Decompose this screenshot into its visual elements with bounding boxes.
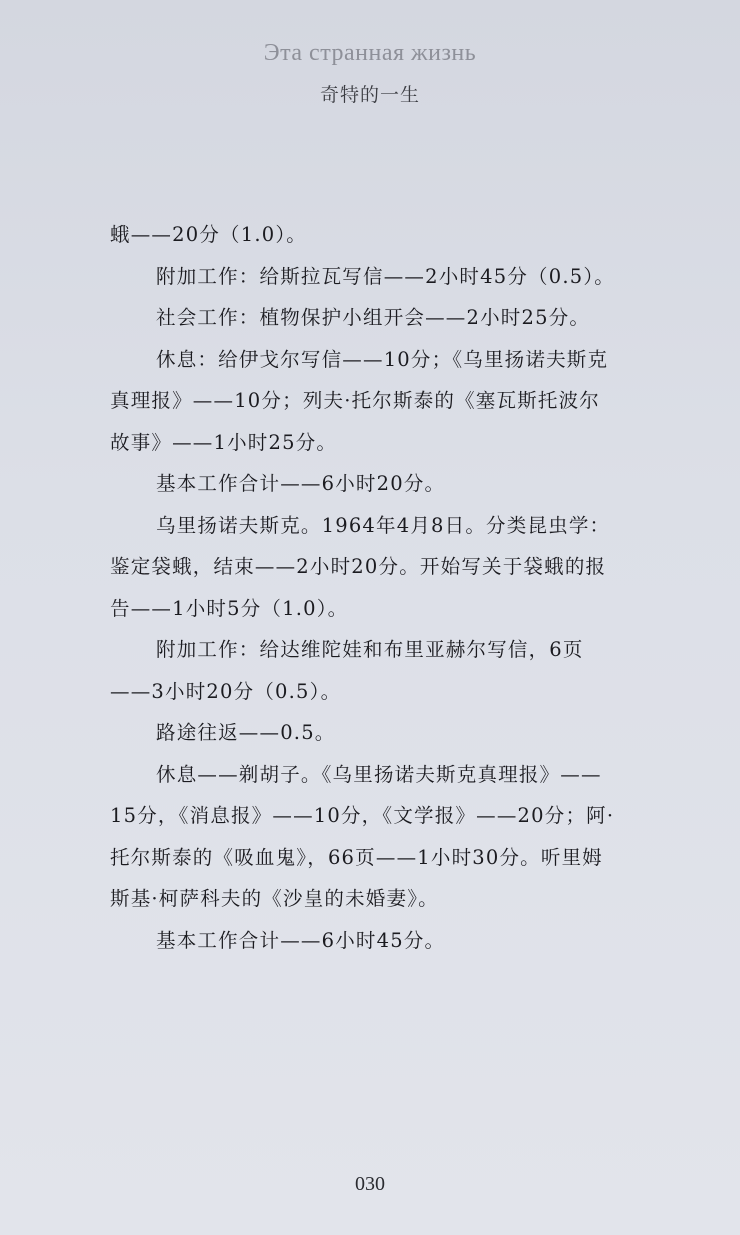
running-header-chinese: 奇特的一生: [319, 84, 420, 106]
body-text: [110, 214, 620, 961]
paragraph: 附加工作：给达维陀娃和布里亚赫尔写信，6页——3小时20分（0.5）。: [110, 638, 584, 703]
running-header-russian: Эта странная жизнь: [263, 40, 477, 66]
paragraph: 社会工作：植物保护小组开会——2小时25分。: [156, 306, 591, 329]
paragraph: 休息——剃胡子。《乌里扬诺夫斯克真理报》——15分，《消息报》——10分，《文学报》——20分；阿·托尔斯泰的《吸血鬼》，66页——1小时30分。听里姆斯基·柯萨科夫的《沙皇的未婚妻》。: [110, 762, 615, 910]
paragraph: 基本工作合计——6小时45分。: [156, 928, 446, 952]
paragraph: 基本工作合计——6小时20分。: [156, 472, 446, 495]
paragraph: 附加工作：给斯拉瓦写信——2小时45分（0.5）。: [156, 264, 615, 288]
paragraph-continuation: 蛾——20分（1.0）。: [110, 223, 307, 246]
paragraph: 路途往返——0.5。: [156, 721, 336, 744]
paragraph: 乌里扬诺夫斯克。1964年4月8日。分类昆虫学：鉴定袋蛾，结束——2小时20分。开始写关于袋蛾的报告——1小时5分（1.0）。: [110, 513, 611, 620]
page-number: 030: [355, 1173, 385, 1195]
paragraph: 休息：给伊戈尔写信——10分；《乌里扬诺夫斯克真理报》——10分；列夫·托尔斯泰的《塞瓦斯托波尔故事》——1小时25分。: [110, 347, 609, 454]
